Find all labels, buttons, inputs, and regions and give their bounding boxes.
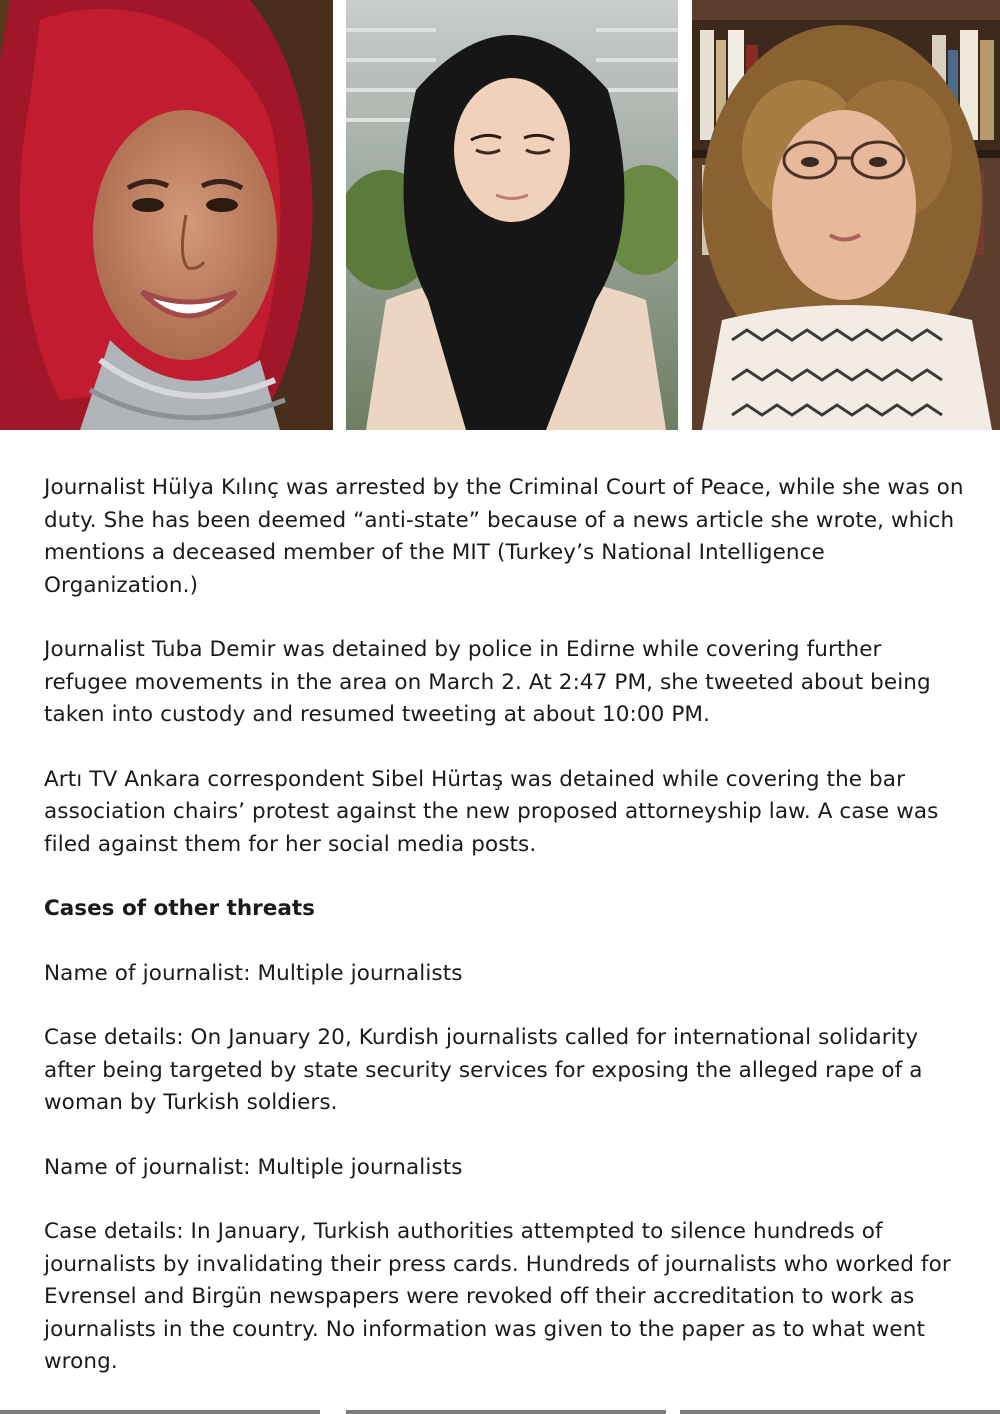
next-page-photo-edge xyxy=(0,1410,1000,1414)
paragraph-sibel-hurtas: Artı TV Ankara correspondent Sibel Hürtaş was detained while covering the bar association chairs’ protest against the new proposed attorneyship law. A case was filed against them for her social media posts. xyxy=(44,766,939,857)
case-2-details: Case details: In January, Turkish authorities attempted to silence hundreds of journalists by invalidating their press cards. Hundreds of journalists who worked for Evrensel and Birgün newspapers were revoked off their accreditation to work as journalists in the country. No information was given to the paper as to what went wrong. xyxy=(44,1219,951,1374)
case-2-name: Name of journalist: Multiple journalists xyxy=(44,1154,463,1180)
case-1-details: Case details: On January 20, Kurdish journalists called for international solidarity after being targeted by state security services for exposing the alleged rape of a woman by Turkish soldiers. xyxy=(44,1025,923,1115)
portrait-photo-icon xyxy=(346,0,678,430)
paragraph-hulya-kilinc: Journalist Hülya Kılınç was arrested by the Criminal Court of Peace, while she was on duty. She has been deemed “anti-state” because of a news article she wrote, which mentions a deceased member of the MIT (Turkey’s National Intelligence Organization.) xyxy=(44,475,964,598)
photo-sibel-hurtas xyxy=(692,0,1000,430)
portrait-photo-icon xyxy=(0,0,333,430)
photo-strip xyxy=(0,0,1000,430)
case-1-name: Name of journalist: Multiple journalists xyxy=(44,960,463,986)
article-body xyxy=(44,472,964,1411)
section-heading: Cases of other threats xyxy=(44,896,315,921)
photo-tuba-demir xyxy=(346,0,678,430)
photo-hulya-kilinc xyxy=(0,0,333,430)
portrait-photo-icon xyxy=(692,0,1000,430)
paragraph-tuba-demir: Journalist Tuba Demir was detained by police in Edirne while covering further refugee movements in the area on March 2. At 2:47 PM, she tweeted about being taken into custody and resumed tweeting at about 10:00 PM. xyxy=(44,637,931,727)
